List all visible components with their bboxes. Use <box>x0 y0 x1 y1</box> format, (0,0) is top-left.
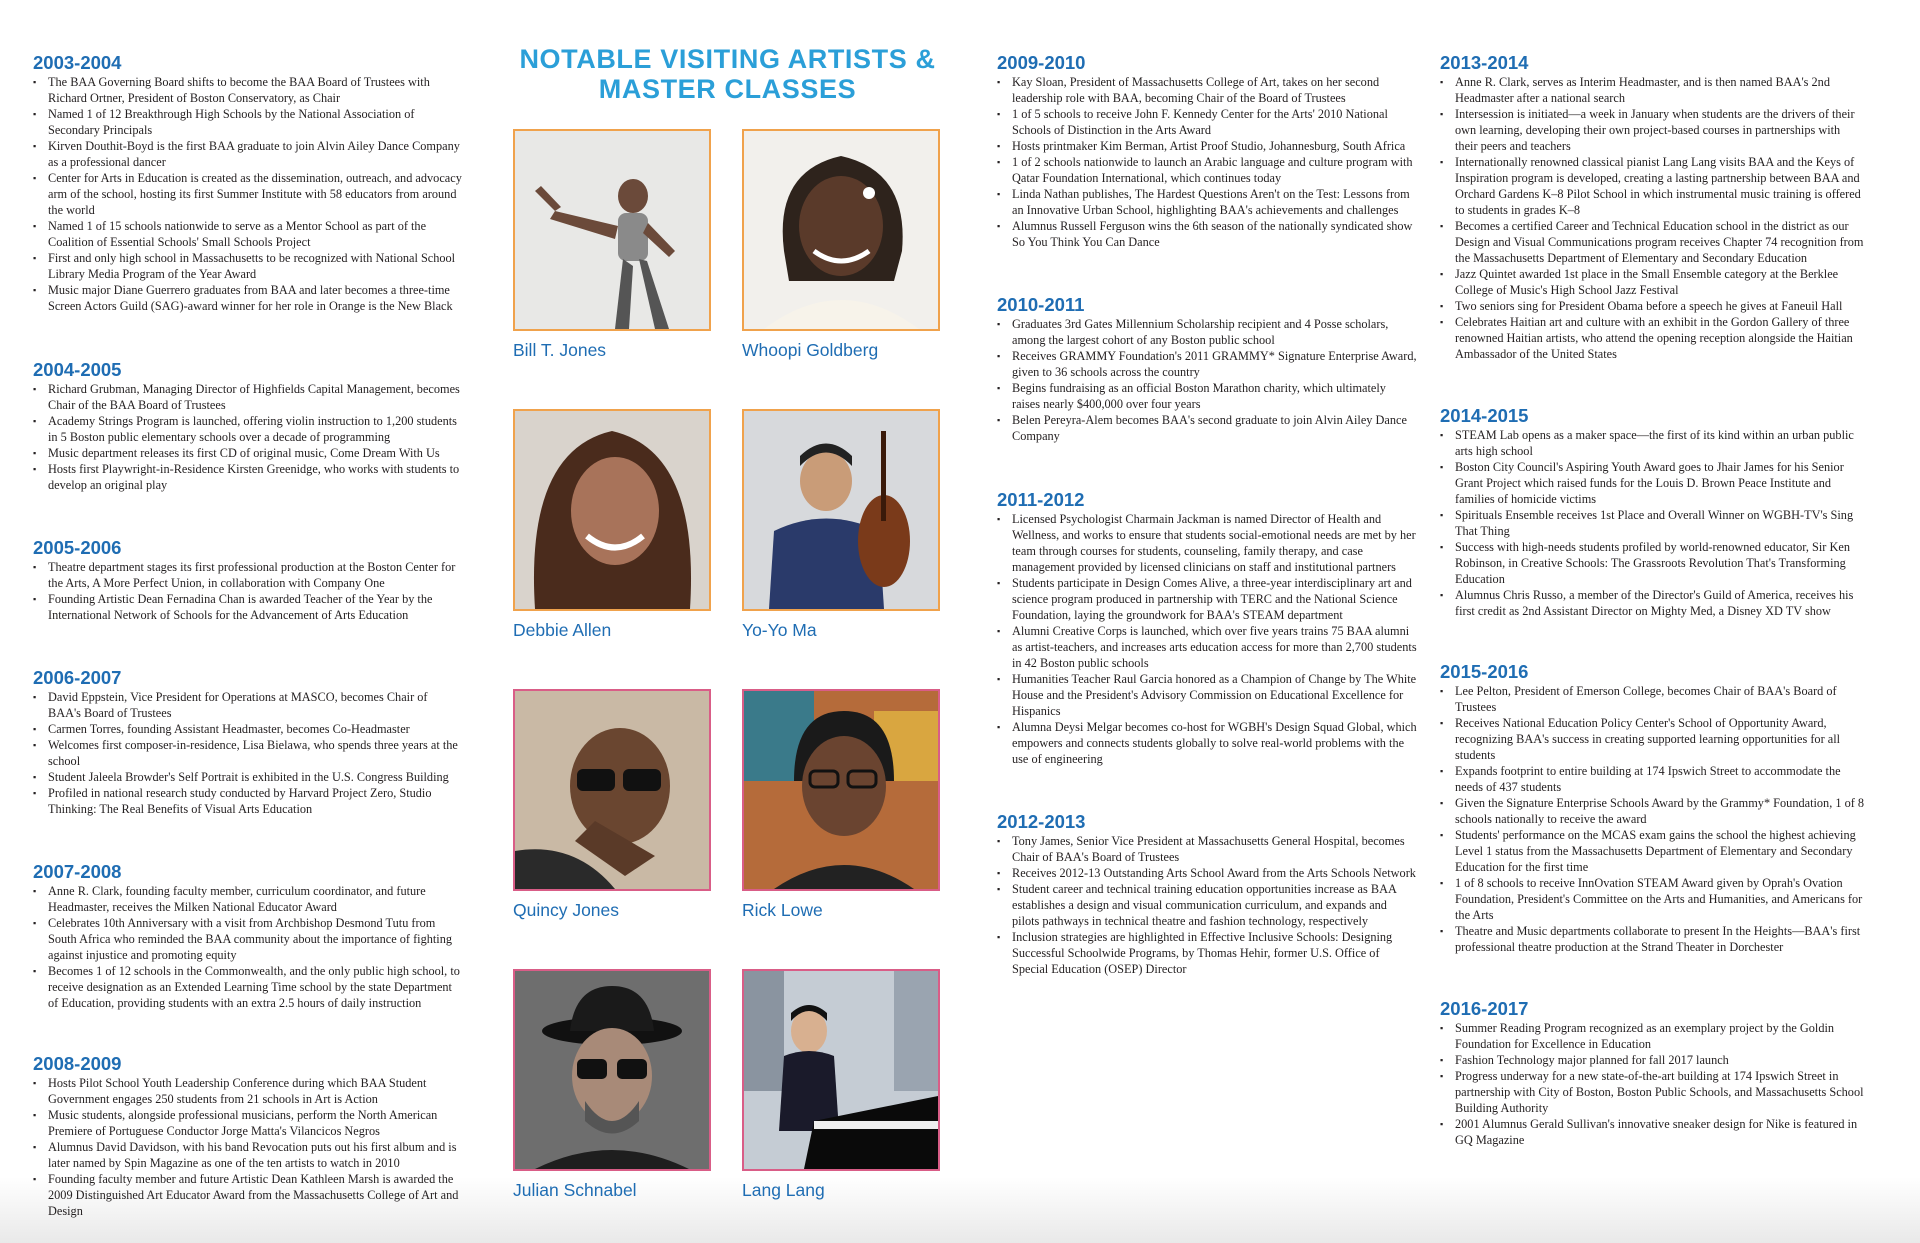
artist-name: Yo-Yo Ma <box>742 620 817 640</box>
milestone-item: ▪ Becomes a certified Career and Technical Education school in the district as our Design and Visual Communications program receives Chapter 74 recognition from the Massachusetts Department of Elementary and Secondary Education <box>1440 218 1865 266</box>
year-heading: 2008-2009 <box>33 1053 122 1074</box>
timeline-section-2003-2004 <box>33 52 463 314</box>
artist-name: Debbie Allen <box>513 620 612 640</box>
artist-card-yo-yo-ma <box>742 409 940 640</box>
milestone-item: ▪ Spirituals Ensemble receives 1st Place and Overall Winner on WGBH-TV's Sing That Thing <box>1440 507 1865 539</box>
page-title-line-2: MASTER CLASSES <box>598 74 857 104</box>
milestone-item: ▪ Students' performance on the MCAS exam gains the school the highest achieving Level 1 status from the Massachusetts Department of Elementary and Secondary Education for the first time <box>1440 827 1865 875</box>
milestone-item: ▪ Founding faculty member and future Artistic Dean Kathleen Marsh is awarded the 2009 Distinguished Art Educator Award from the Massachusetts College of Art and Design <box>33 1171 463 1219</box>
timeline-section-2009-2010 <box>997 52 1417 250</box>
milestone-item: ▪ Alumnus Russell Ferguson wins the 6th season of the nationally syndicated show So You Think You Can Dance <box>997 218 1417 250</box>
artist-card-rick-lowe <box>742 689 940 920</box>
milestone-item: ▪ Anne R. Clark, serves as Interim Headmaster, and is then named BAA's 2nd Headmaster after a national search <box>1440 74 1865 106</box>
year-heading: 2009-2010 <box>997 52 1086 73</box>
milestone-item: ▪ Kirven Douthit-Boyd is the first BAA graduate to join Alvin Ailey Dance Company as a professional dancer <box>33 138 463 170</box>
year-heading: 2003-2004 <box>33 52 122 73</box>
year-heading: 2011-2012 <box>997 489 1085 510</box>
milestone-list <box>33 883 463 1011</box>
milestone-item: ▪ Licensed Psychologist Charmain Jackman is named Director of Health and Wellness, and works to ensure that students social-emotional needs are met by her team through courses for students, counseling, family therapy, and case management provided by licensed clinicians on staff and institutional partners <box>997 511 1417 575</box>
year-heading: 2010-2011 <box>997 294 1085 315</box>
milestone-item: ▪ The BAA Governing Board shifts to become the BAA Board of Trustees with Richard Ortner, President of Boston Conservatory, as Chair <box>33 74 463 106</box>
page-title-line-1: NOTABLE VISITING ARTISTS & <box>519 44 936 74</box>
milestone-item: ▪ Receives 2012-13 Outstanding Arts School Award from the Arts Schools Network <box>997 865 1417 881</box>
milestone-item: ▪ David Eppstein, Vice President for Operations at MASCO, becomes Chair of BAA's Board of Trustees <box>33 689 463 721</box>
page-title <box>505 44 950 104</box>
timeline-section-2013-2014 <box>1440 52 1865 362</box>
milestone-item: ▪ Hosts printmaker Kim Berman, Artist Proof Studio, Johannesburg, South Africa <box>997 138 1417 154</box>
milestone-item: ▪ Named 1 of 15 schools nationwide to serve as a Mentor School as part of the Coalition of Essential Schools' Small Schools Project <box>33 218 463 250</box>
timeline-section-2008-2009 <box>33 1053 463 1219</box>
timeline-section-2004-2005 <box>33 359 463 493</box>
milestone-list <box>997 74 1417 250</box>
milestone-list <box>1440 74 1865 362</box>
year-heading: 2004-2005 <box>33 359 122 380</box>
milestone-list <box>997 316 1417 444</box>
milestone-item: ▪ Music students, alongside professional musicians, perform the North American Premiere of Portuguese Conductor Jorge Matta's Vilancicos Negros <box>33 1107 463 1139</box>
milestone-item: ▪ 2001 Alumnus Gerald Sullivan's innovative sneaker design for Nike is featured in GQ Magazine <box>1440 1116 1865 1148</box>
timeline-section-2010-2011 <box>997 294 1417 444</box>
milestone-item: ▪ Lee Pelton, President of Emerson College, becomes Chair of BAA's Board of Trustees <box>1440 683 1865 715</box>
milestone-item: ▪ Intersession is initiated—a week in January when students are the drivers of their own learning, developing their own project-based courses in partnerships with their peers and teachers <box>1440 106 1865 154</box>
artist-name: Rick Lowe <box>742 900 823 920</box>
year-heading: 2016-2017 <box>1440 998 1529 1019</box>
year-heading: 2005-2006 <box>33 537 122 558</box>
milestone-item: ▪ Hosts first Playwright-in-Residence Kirsten Greenidge, who works with students to develop an original play <box>33 461 463 493</box>
milestone-item: ▪ Begins fundraising as an official Boston Marathon charity, which ultimately raises nearly $400,000 over four years <box>997 380 1417 412</box>
milestone-list <box>33 1075 463 1219</box>
milestone-item: ▪ 1 of 5 schools to receive John F. Kennedy Center for the Arts' 2010 National Schools of Distinction in the Arts Award <box>997 106 1417 138</box>
milestone-item: ▪ Carmen Torres, founding Assistant Headmaster, becomes Co-Headmaster <box>33 721 463 737</box>
milestone-item: ▪ 1 of 2 schools nationwide to launch an Arabic language and culture program with Qatar Foundation International, which continues today <box>997 154 1417 186</box>
artist-photo-rick-lowe <box>742 689 940 891</box>
artist-photo-yo-yo-ma <box>742 409 940 611</box>
milestone-item: ▪ Alumna Deysi Melgar becomes co-host for WGBH's Design Squad Global, which empowers and connects students globally to solve real-world problems with the use of engineering <box>997 719 1417 767</box>
milestone-item: ▪ Anne R. Clark, founding faculty member, curriculum coordinator, and future Headmaster, receives the Milken National Educator Award <box>33 883 463 915</box>
milestone-item: ▪ 1 of 8 schools to receive InnOvation STEAM Award given by Oprah's Ovation Foundation, President's Committee on the Arts and Humanities, and Americans for the Arts <box>1440 875 1865 923</box>
timeline-column-4 <box>1440 52 1865 1148</box>
artist-photo-julian-schnabel <box>513 969 711 1171</box>
milestone-item: ▪ Hosts Pilot School Youth Leadership Conference during which BAA Student Government engages 250 students from 21 schools in Art is Action <box>33 1075 463 1107</box>
milestone-item: ▪ Celebrates 10th Anniversary with a visit from Archbishop Desmond Tutu from South Africa who reminded the BAA community about the importance of fighting against injustice and promoting equity <box>33 915 463 963</box>
milestone-item: ▪ Student Jaleela Browder's Self Portrait is exhibited in the U.S. Congress Building <box>33 769 463 785</box>
milestone-item: ▪ Tony James, Senior Vice President at Massachusetts General Hospital, becomes Chair of BAA's Board of Trustees <box>997 833 1417 865</box>
milestone-item: ▪ Alumnus David Davidson, with his band Revocation puts out his first album and is later named by Spin Magazine as one of the ten artists to watch in 2010 <box>33 1139 463 1171</box>
milestone-list <box>997 833 1417 977</box>
timeline-section-2005-2006 <box>33 537 463 623</box>
milestone-item: ▪ Belen Pereyra-Alem becomes BAA's second graduate to join Alvin Ailey Dance Company <box>997 412 1417 444</box>
artist-photo-debbie-allen <box>513 409 711 611</box>
artist-photo-quincy-jones <box>513 689 711 891</box>
milestone-item: ▪ First and only high school in Massachusetts to be recognized with National School Library Media Program of the Year Award <box>33 250 463 282</box>
milestone-item: ▪ Receives National Education Policy Center's School of Opportunity Award, recognizing BAA's success in creating supported learning opportunities for all students <box>1440 715 1865 763</box>
milestone-item: ▪ Center for Arts in Education is created as the dissemination, outreach, and advocacy arm of the school, hosting its first Summer Institute with 58 educators from around the world <box>33 170 463 218</box>
milestone-item: ▪ Receives GRAMMY Foundation's 2011 GRAMMY* Signature Enterprise Award, given to 36 schools across the country <box>997 348 1417 380</box>
year-heading: 2014-2015 <box>1440 405 1529 426</box>
milestone-item: ▪ Alumnus Chris Russo, a member of the Director's Guild of America, receives his first credit as 2nd Assistant Director on Mighty Med, a Disney XD TV show <box>1440 587 1865 619</box>
artist-name: Julian Schnabel <box>513 1180 637 1200</box>
artist-card-whoopi-goldberg <box>742 129 940 360</box>
artist-photo-bill-t-jones <box>513 129 711 331</box>
year-heading: 2006-2007 <box>33 667 122 688</box>
milestone-item: ▪ Success with high-needs students profiled by world-renowned educator, Sir Ken Robinson, in Creative Schools: The Grassroots Revolution That's Transforming Education <box>1440 539 1865 587</box>
milestone-item: ▪ Profiled in national research study conducted by Harvard Project Zero, Studio Thinking: The Real Benefits of Visual Arts Education <box>33 785 463 817</box>
milestone-item: ▪ Founding Artistic Dean Fernadina Chan is awarded Teacher of the Year by the International Network of Schools for the Advancement of Arts Education <box>33 591 463 623</box>
milestone-item: ▪ Music department releases its first CD of original music, Come Dream With Us <box>33 445 463 461</box>
year-heading: 2012-2013 <box>997 811 1086 832</box>
artist-card-quincy-jones <box>513 689 711 920</box>
milestone-item: ▪ Internationally renowned classical pianist Lang Lang visits BAA and the Keys of Inspiration program is developed, creating a lasting partnership between BAA and Orchard Gardens K–8 Pilot School in which instrumental music training is offered to students in grades K–8 <box>1440 154 1865 218</box>
milestone-item: ▪ Boston City Council's Aspiring Youth Award goes to Jhair James for his Senior Grant Project which raised funds for the Louis D. Brown Peace Institute and families of homicide victims <box>1440 459 1865 507</box>
milestone-item: ▪ Inclusion strategies are highlighted in Effective Inclusive Schools: Designing Successful Schoolwide Programs, by Thomas Hehir, former U.S. Office of Special Education (OSEP) Director <box>997 929 1417 977</box>
milestone-item: ▪ Kay Sloan, President of Massachusetts College of Art, takes on her second leadership role with BAA, becoming Chair of the Board of Trustees <box>997 74 1417 106</box>
milestone-item: ▪ Celebrates Haitian art and culture with an exhibit in the Gordon Gallery of three renowned Haitian artists, who attend the opening reception alongside the Haitian Ambassador of the United States <box>1440 314 1865 362</box>
year-heading: 2015-2016 <box>1440 661 1529 682</box>
milestone-item: ▪ Music major Diane Guerrero graduates from BAA and later becomes a three-time Screen Actors Guild (SAG)-award winner for her role in Orange is the New Black <box>33 282 463 314</box>
milestone-item: ▪ Fashion Technology major planned for fall 2017 launch <box>1440 1052 1865 1068</box>
year-heading: 2013-2014 <box>1440 52 1529 73</box>
milestone-item: ▪ Graduates 3rd Gates Millennium Scholarship recipient and 4 Posse scholars, among the largest cohort of any Boston public school <box>997 316 1417 348</box>
artist-photo-whoopi-goldberg <box>742 129 940 331</box>
artist-card-lang-lang <box>742 969 940 1200</box>
milestone-item: ▪ Expands footprint to entire building at 174 Ipswich Street to accommodate the needs of 437 students <box>1440 763 1865 795</box>
timeline-column-1 <box>33 52 463 1219</box>
milestone-list <box>33 689 463 817</box>
milestone-list <box>997 511 1417 767</box>
milestone-item: ▪ Student career and technical training education opportunities increase as BAA establishes a design and visual communication curriculum, and expands and pilots pathways in technical theatre and fashion technology, respectively <box>997 881 1417 929</box>
milestone-item: ▪ Theatre department stages its first professional production at the Boston Center for the Arts, A More Perfect Union, in collaboration with Company One <box>33 559 463 591</box>
artist-name: Lang Lang <box>742 1180 825 1200</box>
milestone-list <box>1440 683 1865 955</box>
milestone-list <box>1440 1020 1865 1148</box>
artist-card-julian-schnabel <box>513 969 711 1200</box>
timeline-section-2007-2008 <box>33 861 463 1011</box>
milestone-item: ▪ Given the Signature Enterprise Schools Award by the Grammy* Foundation, 1 of 8 schools nationally to receive the award <box>1440 795 1865 827</box>
milestone-item: ▪ Academy Strings Program is launched, offering violin instruction to 1,200 students in 5 Boston public elementary schools over a decade of programming <box>33 413 463 445</box>
artist-card-bill-t-jones <box>513 129 711 360</box>
milestone-list <box>33 559 463 623</box>
milestone-item: ▪ Richard Grubman, Managing Director of Highfields Capital Management, becomes Chair of the BAA Board of Trustees <box>33 381 463 413</box>
milestone-item: ▪ Jazz Quintet awarded 1st place in the Small Ensemble category at the Berklee College of Music's High School Jazz Festival <box>1440 266 1865 298</box>
milestone-item: ▪ Linda Nathan publishes, The Hardest Questions Aren't on the Test: Lessons from an Innovative Urban School, highlighting BAA's achievements and challenges <box>997 186 1417 218</box>
timeline-section-2015-2016 <box>1440 661 1865 955</box>
milestone-item: ▪ Named 1 of 12 Breakthrough High Schools by the National Association of Secondary Principals <box>33 106 463 138</box>
artist-name: Bill T. Jones <box>513 340 607 360</box>
milestone-item: ▪ Welcomes first composer-in-residence, Lisa Bielawa, who spends three years at the school <box>33 737 463 769</box>
milestone-item: ▪ Summer Reading Program recognized as an exemplary project by the Goldin Foundation for Excellence in Education <box>1440 1020 1865 1052</box>
milestone-list <box>33 381 463 493</box>
timeline-section-2012-2013 <box>997 811 1417 977</box>
milestone-item: ▪ Theatre and Music departments collaborate to present In the Heights—BAA's first professional theatre production at the Strand Theater in Dorchester <box>1440 923 1865 955</box>
milestone-list <box>33 74 463 314</box>
timeline-section-2016-2017 <box>1440 998 1865 1148</box>
timeline-section-2006-2007 <box>33 667 463 817</box>
year-heading: 2007-2008 <box>33 861 122 882</box>
milestone-item: ▪ Two seniors sing for President Obama before a speech he gives at Faneuil Hall <box>1440 298 1865 314</box>
milestone-item: ▪ Humanities Teacher Raul Garcia honored as a Champion of Change by The White House and the President's Advisory Commission on Educational Excellence for Hispanics <box>997 671 1417 719</box>
artist-name: Quincy Jones <box>513 900 620 920</box>
artist-photo-lang-lang <box>742 969 940 1171</box>
timeline-section-2014-2015 <box>1440 405 1865 619</box>
milestone-item: ▪ Becomes 1 of 12 schools in the Commonwealth, and the only public high school, to receive designation as an Extended Learning Time school by the state Department of Education, providing students with an extra 2.5 hours of daily instruction <box>33 963 463 1011</box>
artist-name: Whoopi Goldberg <box>742 340 879 360</box>
milestone-item: ▪ STEAM Lab opens as a maker space—the first of its kind within an urban public arts high school <box>1440 427 1865 459</box>
timeline-section-2011-2012 <box>997 489 1417 767</box>
artist-card-debbie-allen <box>513 409 711 640</box>
milestone-item: ▪ Progress underway for a new state-of-the-art building at 174 Ipswich Street in partnership with City of Boston, Boston Public Schools, and Massachusetts School Building Authority <box>1440 1068 1865 1116</box>
milestone-item: ▪ Students participate in Design Comes Alive, a three-year interdisciplinary art and science program produced in partnership with TERC and the National Science Foundation, laying the groundwork for BAA's STEAM department <box>997 575 1417 623</box>
milestone-item: ▪ Alumni Creative Corps is launched, which over five years trains 75 BAA alumni as artist-teachers, and increases arts education access for more than 2,700 students in 42 Boston public schools <box>997 623 1417 671</box>
milestone-list <box>1440 427 1865 619</box>
timeline-column-3 <box>997 52 1417 977</box>
